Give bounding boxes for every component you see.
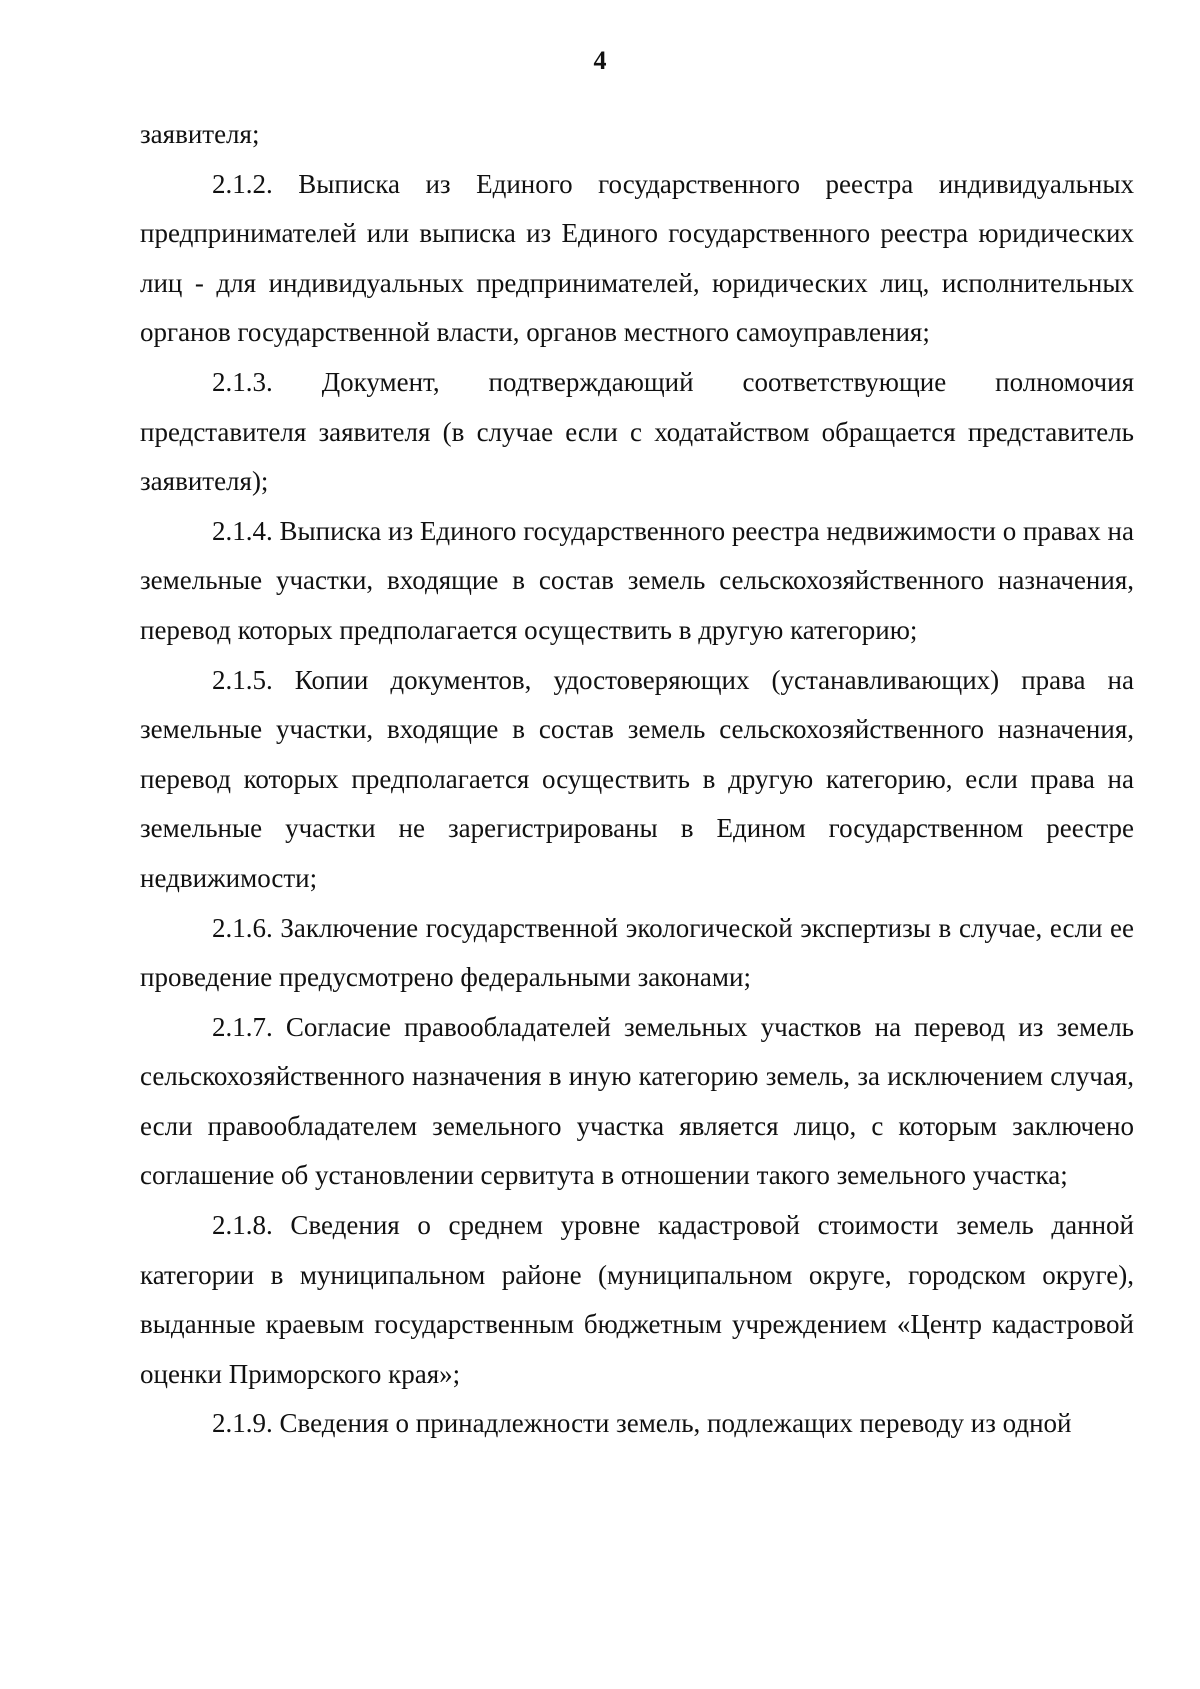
paragraph-2-1-8: 2.1.8. Сведения о среднем уровне кадастровой стоимости земель данной категории в муниципальном районе (муниципальном округе, городском округе), выданные краевым государственным бюджетным учреждением «Центр кадастровой оценки Приморского края»; <box>140 1210 1134 1389</box>
page-number: 4 <box>593 46 607 75</box>
paragraph-2-1-2: 2.1.2. Выписка из Единого государственного реестра индивидуальных предпринимателей или выписка из Единого государственного реестра юридических лиц - для индивидуальных предпринимателей, юридических лиц, исполнительных органов государственной власти, органов местного самоуправления; <box>140 168 1134 348</box>
paragraph-2-1-3: 2.1.3. Документ, подтверждающий соответствующие полномочия представителя заявителя (в случае если с ходатайством обращается представитель заявителя); <box>140 366 1134 497</box>
paragraph-2-1-6: 2.1.6. Заключение государственной экологической экспертизы в случае, если ее проведение предусмотрено федеральными законами; <box>140 912 1134 993</box>
paragraph-2-1-7: 2.1.7. Согласие правообладателей земельных участков на перевод из земель сельскохозяйственного назначения в иную категорию земель, за исключением случая, если правообладателем земельного участка является лицо, с которым заключено соглашение об установлении сервитута в отношении такого земельного участка; <box>140 1011 1134 1191</box>
paragraph-2-1-9: 2.1.9. Сведения о принадлежности земель, подлежащих переводу из одной <box>212 1408 1072 1439</box>
paragraph-continuation: заявителя; <box>140 119 260 149</box>
paragraph-2-1-4: 2.1.4. Выписка из Единого государственного реестра недвижимости о правах на земельные участки, входящие в состав земель сельскохозяйственного назначения, перевод которых предполагается осуществить в другую категорию; <box>140 515 1134 645</box>
paragraph-2-1-5: 2.1.5. Копии документов, удостоверяющих (устанавливающих) права на земельные участки, входящие в состав земель сельскохозяйственного назначения, перевод которых предполагается осуществить в другую категорию, если права на земельные участки не зарегистрированы в Едином государственном реестре недвижимости; <box>140 664 1134 893</box>
document-body <box>140 110 1134 1449</box>
